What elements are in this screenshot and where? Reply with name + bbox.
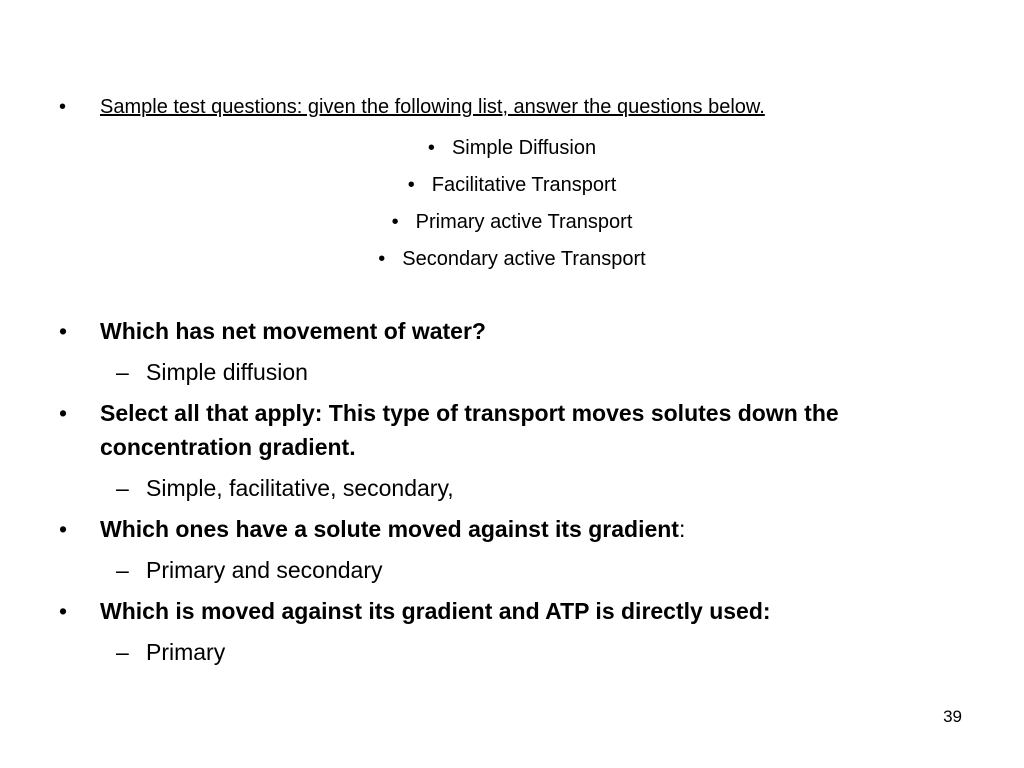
- dash-glyph: –: [116, 639, 129, 665]
- question-text: Select all that apply: This type of transport moves solutes down the concentration gradient.: [100, 400, 839, 460]
- bullet-glyph: •: [59, 598, 68, 624]
- list-item: [0, 241, 1024, 278]
- question-text: Which has net movement of water?: [100, 318, 486, 344]
- bullet-glyph: •: [59, 96, 67, 118]
- list-item: [0, 130, 1024, 167]
- transport-type-label: Simple Diffusion: [451, 137, 597, 159]
- bullet-glyph: •: [59, 400, 68, 426]
- question-suffix: :: [678, 516, 686, 542]
- transport-type-label: Primary active Transport: [415, 211, 633, 233]
- transport-type-label: Facilitative Transport: [431, 174, 617, 196]
- answer-text: Simple, facilitative, secondary,: [146, 475, 454, 501]
- bullet-glyph: •: [427, 137, 435, 159]
- bullet-glyph: •: [59, 516, 68, 542]
- answer-text: Simple diffusion: [146, 359, 308, 385]
- question-text: Which is moved against its gradient and ATP is directly used:: [100, 598, 771, 624]
- dash-glyph: –: [116, 359, 129, 385]
- list-item: [0, 167, 1024, 204]
- transport-type-list: [0, 130, 1024, 278]
- question-text: Which ones have a solute moved against its gradient: [100, 516, 679, 542]
- page-number: 39: [943, 707, 962, 726]
- bullet-glyph: •: [378, 248, 386, 270]
- bullet-glyph: •: [59, 318, 68, 344]
- transport-type-label: Secondary active Transport: [402, 248, 646, 270]
- bullet-glyph: •: [391, 211, 399, 233]
- answer-text: Primary and secondary: [146, 557, 383, 583]
- dash-glyph: –: [116, 475, 129, 501]
- dash-glyph: –: [116, 557, 129, 583]
- bullet-glyph: •: [407, 174, 415, 196]
- list-item: [0, 204, 1024, 241]
- intro-text: Sample test questions: given the following list, answer the questions below.: [100, 96, 765, 118]
- answer-text: Primary: [146, 639, 226, 665]
